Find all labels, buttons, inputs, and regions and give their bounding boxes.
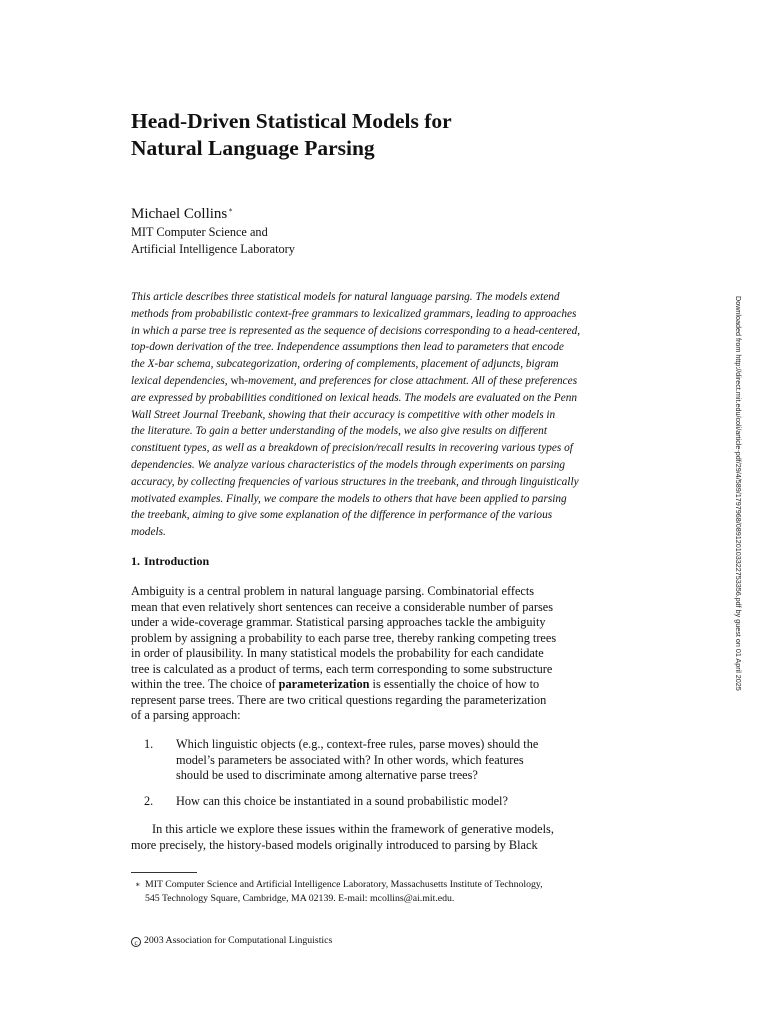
body-line: more precisely, the history-based models originally introduced to parsing by Black <box>131 837 538 852</box>
body-line: problem by assigning a probability to each parse tree, thereby ranking competing trees <box>131 630 557 645</box>
body-line: mean that even relatively short sentences can receive a considerable number of parses <box>131 599 554 614</box>
abstract-line: dependencies. We analyze various characteristics of the models through experiments on parsing <box>131 458 566 471</box>
body-line <box>131 677 585 693</box>
section-number: 1. <box>131 554 140 568</box>
body-line: In this article we explore these issues within the framework of generative models, <box>152 822 554 836</box>
footnote-divider <box>131 872 197 873</box>
bold-term: parameterization <box>278 677 370 692</box>
copyright-text: 2003 Association for Computational Linguistics <box>144 935 333 946</box>
body-text: within the tree. The choice of <box>131 677 279 692</box>
author-name-text: Michael Collins <box>131 206 228 222</box>
abstract-line: methods from probabilistic context-free grammars to lexicalized grammars, leading to approaches <box>131 307 577 320</box>
abstract-line: models. <box>131 526 166 539</box>
list-item-line: How can this choice be instantiated in a sound probabilistic model? <box>176 793 508 808</box>
body-line: Ambiguity is a central problem in natural language parsing. Combinatorial effects <box>131 584 535 598</box>
list-item-line: model’s parameters be associated with? In other words, which features <box>176 752 524 767</box>
body-line: of a parsing approach: <box>131 708 241 723</box>
paper-title <box>131 108 611 162</box>
list-item-number: 1. <box>144 737 154 751</box>
closing-paragraph <box>131 822 585 853</box>
abstract-line: the literature. To gain a better understanding of the models, we also give results on different <box>131 425 547 438</box>
author-block <box>131 201 531 258</box>
body-text: is essentially the choice of how to <box>369 677 540 692</box>
list-item-line: should be used to discriminate among alternative parse trees? <box>176 768 478 783</box>
body-line: represent parse trees. There are two critical questions regarding the parameterization <box>131 692 547 707</box>
abstract-text: -movement, and preferences for close attachment. All of these preferences <box>244 374 578 387</box>
title-line: Head-Driven Statistical Models for <box>131 109 452 133</box>
abstract-text: lexical dependencies, <box>131 374 231 387</box>
abstract <box>131 289 585 541</box>
abstract-line: the X-bar schema, subcategorization, ordering of complements, placement of adjuncts, bigram <box>131 358 559 371</box>
copyright-icon: c <box>131 937 141 947</box>
abstract-line: Wall Street Journal Treebank, showing that their accuracy is competitive with other models in <box>131 408 556 421</box>
section-title: Introduction <box>144 554 210 568</box>
author-name <box>131 201 531 224</box>
abstract-line: constituent types, as well as a breakdown of precision/recall results in recovering various types of <box>131 442 573 455</box>
abstract-roman-term: wh <box>230 374 245 387</box>
abstract-line: accuracy, by collecting frequencies of various structures in the treebank, and through linguistically <box>131 475 579 488</box>
intro-paragraph <box>131 584 585 724</box>
abstract-line: This article describes three statistical models for natural language parsing. The models extend <box>131 291 560 303</box>
body-line: in order of plausibility. In many statistical models the probability for each candidate <box>131 646 544 661</box>
footnote-line: 545 Technology Square, Cambridge, MA 02139. E-mail: mcollins@ai.mit.edu. <box>145 892 455 904</box>
author-footnote-marker: ∗ <box>228 206 234 214</box>
footnote-line: MIT Computer Science and Artificial Intelligence Laboratory, Massachusetts Institute of Technology, <box>145 879 543 890</box>
section-heading <box>131 553 209 569</box>
author-affiliation-line: MIT Computer Science and <box>131 225 268 239</box>
questions-list <box>131 737 585 809</box>
body-line: under a wide-coverage grammar. Statistical parsing approaches tackle the ambiguity <box>131 615 546 630</box>
list-item-line: Which linguistic objects (e.g., context-free rules, parse moves) should the <box>176 737 539 751</box>
list-item <box>131 737 585 784</box>
footnote <box>135 878 605 905</box>
abstract-line: motivated examples. Finally, we compare the models to others that have been applied to parsing <box>131 492 567 505</box>
list-item <box>131 794 585 810</box>
title-line: Natural Language Parsing <box>131 136 375 160</box>
abstract-line <box>131 373 585 390</box>
copyright-notice <box>131 934 332 947</box>
body-line: tree is calculated as a product of terms, each term corresponding to some substructure <box>131 661 553 676</box>
list-item-text <box>176 794 585 810</box>
list-item-text <box>176 737 585 784</box>
abstract-line: in which a parse tree is represented as the sequence of decisions corresponding to a head-centered, <box>131 324 581 337</box>
abstract-line: top-down derivation of the tree. Independence assumptions then lead to parameters that encode <box>131 341 564 354</box>
abstract-line: are expressed by probabilities conditioned on lexical heads. The models are evaluated on the Penn <box>131 391 578 404</box>
list-item-number: 2. <box>144 793 154 808</box>
author-affiliation-line: Artificial Intelligence Laboratory <box>131 242 295 256</box>
footnote-marker: ∗ <box>135 880 141 889</box>
abstract-line: the treebank, aiming to give some explanation of the difference in performance of the various <box>131 509 553 522</box>
download-notice: Downloaded from http://direct.mit.edu/coli/article-pdf/29/4/589/1797968/089120103322753356.pdf by guest on 01 April 2025 <box>734 296 743 691</box>
